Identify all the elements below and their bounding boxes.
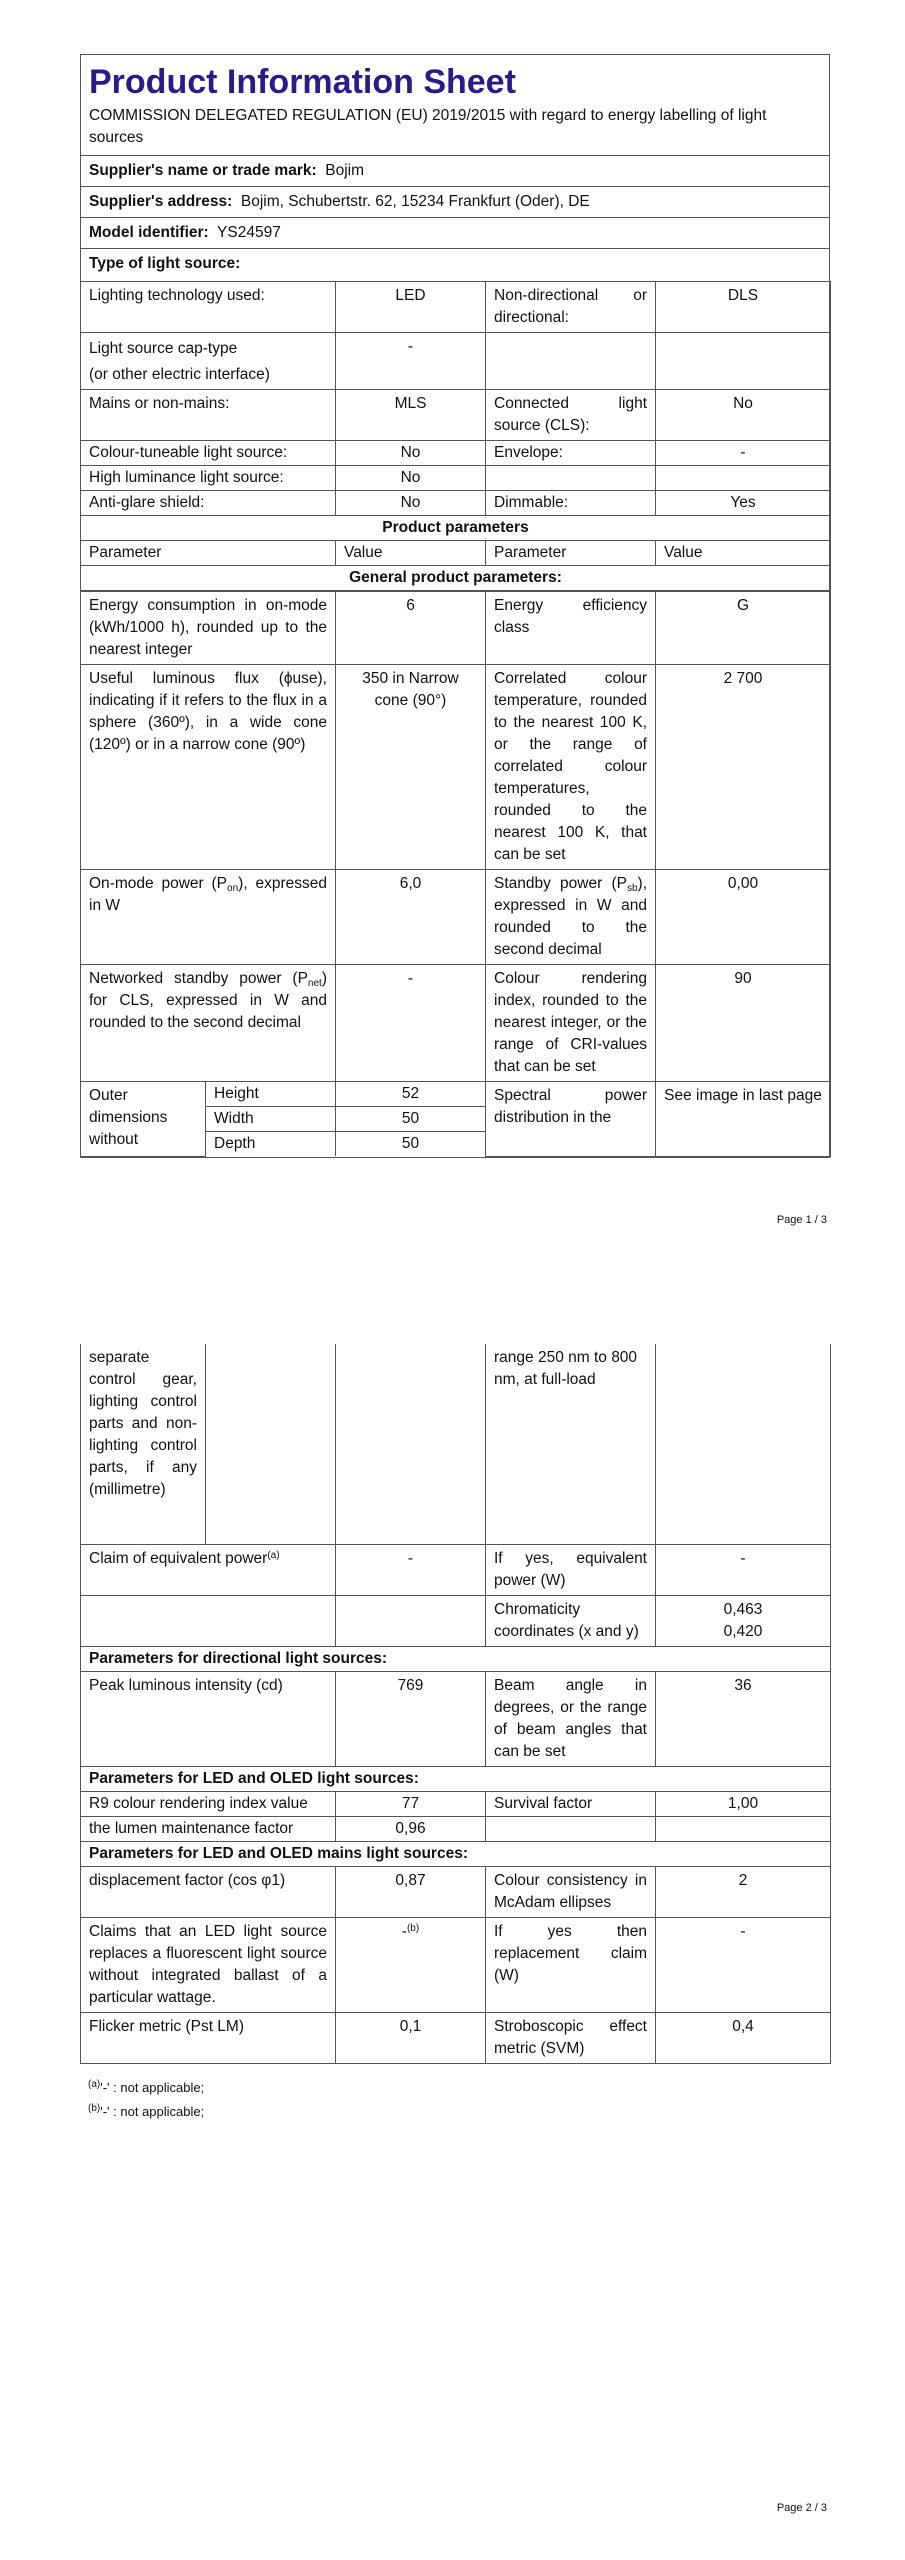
cell-empty xyxy=(656,1344,831,1545)
footnote-ref: (b) xyxy=(406,1923,420,1934)
led-heading: Parameters for LED and OLED light sources: xyxy=(81,1767,831,1792)
cell-value: DLS xyxy=(656,282,831,333)
col-header-value: Value xyxy=(656,541,831,566)
cell-label: Energy consumption in on-mode (kWh/1000 h), rounded up to the nearest integer xyxy=(81,592,336,665)
table-row xyxy=(81,592,831,665)
label-part: Networked standby power (P xyxy=(89,970,308,987)
cell-label: Colour consistency in McAdam ellipses xyxy=(486,1867,656,1918)
cell-label xyxy=(486,870,656,965)
cell-value: See image in last page xyxy=(656,1082,831,1157)
table-row xyxy=(81,1918,831,2013)
footnote-ref: (a) xyxy=(267,1550,280,1561)
table-row xyxy=(81,516,831,541)
cell-label: If yes then replacement claim (W) xyxy=(486,1918,656,2013)
cell-value: 2 xyxy=(656,1867,831,1918)
table-row xyxy=(81,1596,831,1647)
cell-label: Beam angle in degrees, or the range of beam angles that can be set xyxy=(486,1672,656,1767)
cell-value: 77 xyxy=(336,1792,486,1817)
cell-label: separate control gear, lighting control parts and non-lighting control parts, if any (millimetre) xyxy=(81,1344,206,1545)
supplier-name-row xyxy=(81,155,829,186)
cell-value: 769 xyxy=(336,1672,486,1767)
model-identifier: YS24597 xyxy=(217,224,281,241)
general-params-heading: General product parameters: xyxy=(81,566,831,591)
footnote-mark: (a) xyxy=(88,2079,101,2090)
type-heading-row xyxy=(81,248,829,281)
dim-value: 50 xyxy=(336,1107,486,1132)
label-subscript: sb xyxy=(626,883,638,894)
col-header-parameter: Parameter xyxy=(81,541,336,566)
col-header-value: Value xyxy=(336,541,486,566)
cell-empty xyxy=(656,1817,831,1842)
cell-value: - xyxy=(336,1545,486,1596)
footnote-text: '-' : not applicable; xyxy=(100,2104,205,2119)
cell-value: - xyxy=(336,333,486,390)
model-label: Model identifier: xyxy=(89,224,209,241)
page-number: Page 2 / 3 xyxy=(776,2502,827,2514)
cell-value: G xyxy=(656,592,831,665)
label-part: ), expressed in W xyxy=(89,875,327,914)
cell-label: Connected light source (CLS): xyxy=(486,390,656,441)
cell-value: 2 700 xyxy=(656,665,831,870)
cell-value: No xyxy=(336,466,486,491)
cell-value xyxy=(336,1918,486,2013)
cell-label: displacement factor (cos φ1) xyxy=(81,1867,336,1918)
cell-value: MLS xyxy=(336,390,486,441)
cell-label: Claims that an LED light source replaces a fluorescent light source without integrated ballast of a particular wattage. xyxy=(81,1918,336,2013)
cell-value xyxy=(656,1596,831,1647)
cell-label: Lighting technology used: xyxy=(81,282,336,333)
cell-label: Mains or non-mains: xyxy=(81,390,336,441)
product-params-heading: Product parameters xyxy=(81,516,831,541)
cell-value: 36 xyxy=(656,1672,831,1767)
table-row xyxy=(81,1545,831,1596)
chroma-y: 0,420 xyxy=(723,1623,763,1640)
col-header-parameter: Parameter xyxy=(486,541,656,566)
cell-value: LED xyxy=(336,282,486,333)
cell-label: Survival factor xyxy=(486,1792,656,1817)
table-row xyxy=(81,1647,831,1672)
mains-heading: Parameters for LED and OLED mains light sources: xyxy=(81,1842,831,1867)
supplier-name-label: Supplier's name or trade mark: xyxy=(89,162,317,179)
table-row xyxy=(81,870,831,965)
cell-empty xyxy=(656,333,831,390)
table-row xyxy=(81,1767,831,1792)
page-1-sheet xyxy=(80,54,830,1158)
supplier-address: Bojim, Schubertstr. 62, 15234 Frankfurt (Oder), DE xyxy=(240,193,590,210)
cell-label: range 250 nm to 800 nm, at full-load xyxy=(486,1344,656,1545)
cap-label-line1: Light source cap-type xyxy=(89,340,238,357)
regulation-subtitle: COMMISSION DELEGATED REGULATION (EU) 2019/2015 with regard to energy labelling of light sources xyxy=(89,107,767,146)
dim-label: Height xyxy=(206,1082,336,1107)
table-row xyxy=(81,1344,831,1545)
footnote-text: '-' : not applicable; xyxy=(100,2080,205,2095)
cap-label-line2: (or other electric interface) xyxy=(89,366,270,383)
cell-label: Anti-glare shield: xyxy=(81,491,336,516)
cell-label: Useful luminous flux (ϕuse), indicating if it refers to the flux in a sphere (360º), in a wide cone (120º) or in a narrow cone (90º) xyxy=(81,665,336,870)
general-params-table xyxy=(80,591,831,1157)
cell-label: Flicker metric (Pst LM) xyxy=(81,2013,336,2064)
supplier-address-label: Supplier's address: xyxy=(89,193,233,210)
cell-empty xyxy=(81,1596,336,1647)
cell-value: 0,00 xyxy=(656,870,831,965)
cell-value: 1,00 xyxy=(656,1792,831,1817)
cell-label: Non-directional or directional: xyxy=(486,282,656,333)
cell-value: 0,1 xyxy=(336,2013,486,2064)
table-row xyxy=(81,1842,831,1867)
table-row xyxy=(81,965,831,1082)
cell-label: Colour-tuneable light source: xyxy=(81,441,336,466)
cell-empty xyxy=(656,466,831,491)
footnote-mark: (b) xyxy=(88,2103,101,2114)
label-part: Claim of equivalent power xyxy=(89,1550,268,1567)
cell-empty xyxy=(336,1344,486,1545)
value-part: - xyxy=(401,1923,407,1940)
label-subscript: on xyxy=(227,883,239,894)
cell-label: Colour rendering index, rounded to the nearest integer, or the range of CRI-values that can be set xyxy=(486,965,656,1082)
table-row xyxy=(81,333,831,390)
cell-value: No xyxy=(656,390,831,441)
table-row xyxy=(81,491,831,516)
cell-label: Envelope: xyxy=(486,441,656,466)
cell-label xyxy=(81,1545,336,1596)
cell-label: Stroboscopic effect metric (SVM) xyxy=(486,2013,656,2064)
cell-label: Dimmable: xyxy=(486,491,656,516)
cell-value: No xyxy=(336,441,486,466)
cell-value: - xyxy=(656,1545,831,1596)
cell-value: - xyxy=(656,441,831,466)
table-row xyxy=(81,1867,831,1918)
cell-label: Correlated colour temperature, rounded to the nearest 100 K, or the range of correlated colour temperatures, rounded to the nearest 100 K, that can be set xyxy=(486,665,656,870)
label-subscript: net xyxy=(307,978,322,989)
dim-label: Depth xyxy=(206,1132,336,1157)
table-row xyxy=(81,1792,831,1817)
table-row xyxy=(81,665,831,870)
cell-label xyxy=(81,965,336,1082)
table-header-row xyxy=(81,541,831,566)
supplier-address-row xyxy=(81,186,829,217)
cell-label: R9 colour rendering index value xyxy=(81,1792,336,1817)
cell-label xyxy=(81,333,336,390)
cell-empty xyxy=(486,1817,656,1842)
table-row xyxy=(81,1817,831,1842)
model-row xyxy=(81,217,829,248)
cell-label: High luminance light source: xyxy=(81,466,336,491)
cell-value: 0,4 xyxy=(656,2013,831,2064)
cell-label: Outer dimensions without xyxy=(81,1082,206,1157)
cell-value: 6,0 xyxy=(336,870,486,965)
cell-value: - xyxy=(336,965,486,1082)
cell-empty xyxy=(336,1596,486,1647)
page-number: Page 1 / 3 xyxy=(776,1214,827,1226)
footnote-a xyxy=(88,2078,204,2098)
footnote-b xyxy=(88,2102,204,2122)
cell-value: 350 in Narrow cone (90°) xyxy=(336,665,486,870)
cell-label: Energy efficiency class xyxy=(486,592,656,665)
general-params-table-continued xyxy=(80,1344,831,2064)
document-title: Product Information Sheet xyxy=(89,63,516,101)
table-row xyxy=(81,441,831,466)
table-row xyxy=(81,2013,831,2064)
table-row xyxy=(81,390,831,441)
cell-label: Chromaticity coordinates (x and y) xyxy=(486,1596,656,1647)
cell-label: Peak luminous intensity (cd) xyxy=(81,1672,336,1767)
cell-empty xyxy=(206,1344,336,1545)
cell-label: the lumen maintenance factor xyxy=(81,1817,336,1842)
cell-value: 0,96 xyxy=(336,1817,486,1842)
table-row xyxy=(81,566,831,591)
cell-empty xyxy=(486,333,656,390)
dim-label: Width xyxy=(206,1107,336,1132)
table-row xyxy=(81,1672,831,1767)
cell-label: If yes, equivalent power (W) xyxy=(486,1545,656,1596)
cell-value: 0,87 xyxy=(336,1867,486,1918)
cell-value: 90 xyxy=(656,965,831,1082)
label-part: ), expressed in W and rounded to the second decimal xyxy=(494,875,647,958)
page-2-sheet xyxy=(80,1344,828,2064)
dim-value: 52 xyxy=(336,1082,486,1107)
cell-label: Spectral power distribution in the xyxy=(486,1082,656,1157)
supplier-name: Bojim xyxy=(325,162,365,179)
cell-empty xyxy=(486,466,656,491)
chroma-x: 0,463 xyxy=(723,1601,763,1618)
dim-value: 50 xyxy=(336,1132,486,1157)
label-part: Standby power (P xyxy=(494,875,627,892)
table-row xyxy=(81,1082,831,1107)
cell-value: 6 xyxy=(336,592,486,665)
cell-value: - xyxy=(656,1918,831,2013)
cell-value: Yes xyxy=(656,491,831,516)
cell-label xyxy=(81,870,336,965)
label-part: ) for CLS, expressed in W and rounded to the second decimal xyxy=(89,970,327,1031)
cell-value: No xyxy=(336,491,486,516)
table-row xyxy=(81,282,831,333)
table-row xyxy=(81,466,831,491)
label-part: On-mode power (P xyxy=(89,875,228,892)
directional-heading: Parameters for directional light sources: xyxy=(81,1647,831,1672)
light-source-type-table xyxy=(80,281,831,591)
type-heading: Type of light source: xyxy=(89,255,241,272)
